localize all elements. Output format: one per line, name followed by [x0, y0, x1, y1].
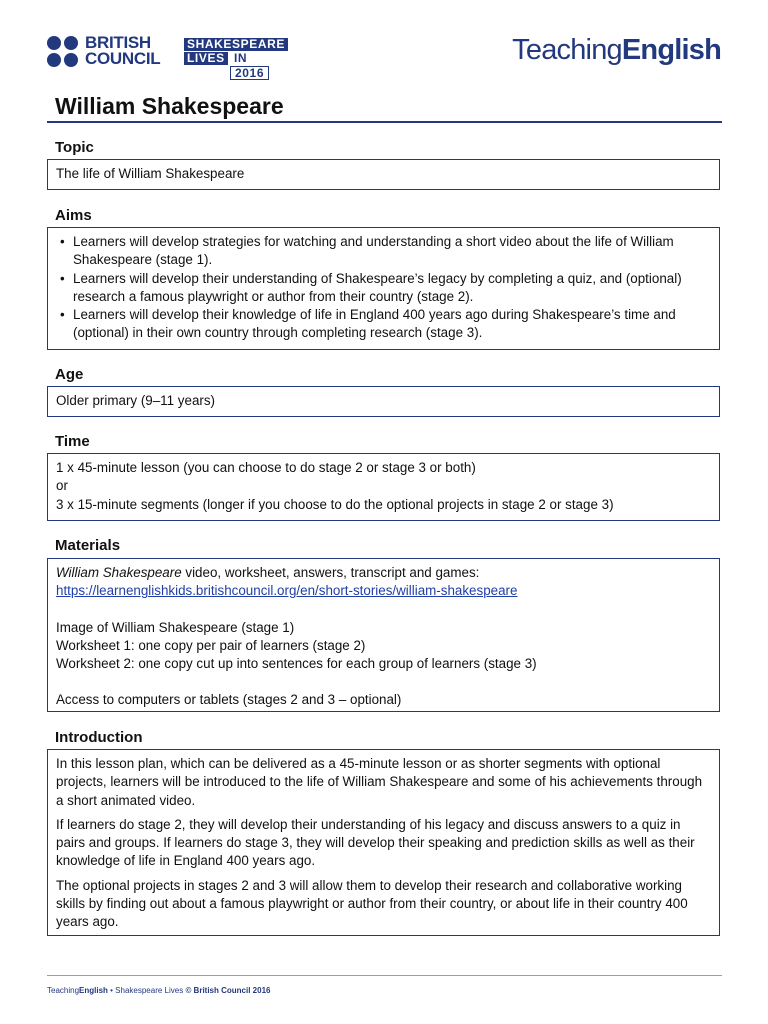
materials-link[interactable]: https://learnenglishkids.britishcouncil.org/en/short-stories/william-shakespeare — [56, 583, 518, 599]
time-line: or — [56, 478, 68, 494]
aim-item: • Learners will develop strategies for watching and understanding a short video about the life of William Shakespeare (stage 1). — [56, 233, 711, 270]
aims-box — [47, 227, 720, 350]
materials-line: Worksheet 1: one copy per pair of learners (stage 2) — [56, 637, 366, 653]
topic-text: The life of William Shakespeare — [56, 166, 245, 181]
time-heading: Time — [55, 433, 90, 450]
materials-line: Access to computers or tablets (stages 2 and 3 – optional) — [56, 692, 402, 708]
footer-divider — [47, 975, 722, 976]
materials-line: Image of William Shakespeare (stage 1) — [56, 619, 295, 635]
time-line: 1 x 45-minute lesson (you can choose to do stage 2 or stage 3 or both) — [56, 460, 476, 475]
age-box — [47, 386, 720, 417]
aims-heading: Aims — [55, 207, 92, 224]
introduction-paragraph: If learners do stage 2, they will develop their understanding of his legacy and discuss answers to a quiz in pairs and groups. If learners do stage 3, they will develop their speaking and prediction skills as well as their knowledge of life in England 400 years ago. — [56, 816, 695, 869]
topic-heading: Topic — [55, 139, 94, 156]
materials-box — [47, 558, 720, 712]
introduction-paragraph: The optional projects in stages 2 and 3 will allow them to develop their research and collaborative working skills by finding out about a famous playwright or author from their country, or about life in their country 400 years ago. — [56, 877, 688, 930]
shakespeare-lives-logo: SHAKESPEARE LIVES IN 2016 — [184, 38, 304, 82]
materials-heading: Materials — [55, 537, 121, 554]
aim-item: • Learners will develop their understanding of Shakespeare’s legacy by completing a quiz, and (optional) research a famous playwright or author from their country (stage 2). — [56, 270, 711, 307]
british-council-wordmark: BRITISH COUNCIL — [85, 33, 161, 68]
materials-video-line: William Shakespeare video, worksheet, answers, transcript and games: — [56, 565, 480, 580]
topic-box — [47, 159, 720, 190]
introduction-heading: Introduction — [55, 729, 143, 746]
aim-item: • Learners will develop their knowledge of life in England 400 years ago during Shakespeare’s time and (optional) in their own country through completing research (stage 3). — [56, 306, 711, 343]
aims-list — [56, 233, 711, 343]
introduction-box — [47, 749, 720, 936]
british-council-dots-icon — [47, 36, 83, 68]
age-heading: Age — [55, 366, 84, 383]
materials-line: Worksheet 2: one copy cut up into sentences for each group of learners (stage 3) — [56, 656, 537, 672]
time-line: 3 x 15-minute segments (longer if you choose to do the optional projects in stage 2 or stage 3) — [56, 496, 614, 512]
teaching-english-logo: TeachingEnglish — [512, 34, 721, 66]
title-divider — [47, 121, 722, 123]
page-footer: TeachingEnglish • Shakespeare Lives © British Council 2016 — [47, 986, 271, 995]
age-text: Older primary (9–11 years) — [56, 393, 216, 408]
british-council-logo — [47, 33, 187, 68]
page-title: William Shakespeare — [55, 93, 284, 119]
time-box — [47, 453, 720, 521]
page-header — [0, 0, 768, 90]
introduction-paragraph: In this lesson plan, which can be delivered as a 45-minute lesson or as shorter segments with optional projects, learners will be introduced to the life of William Shakespeare and some of his achievements through a short animated video. — [56, 756, 703, 808]
